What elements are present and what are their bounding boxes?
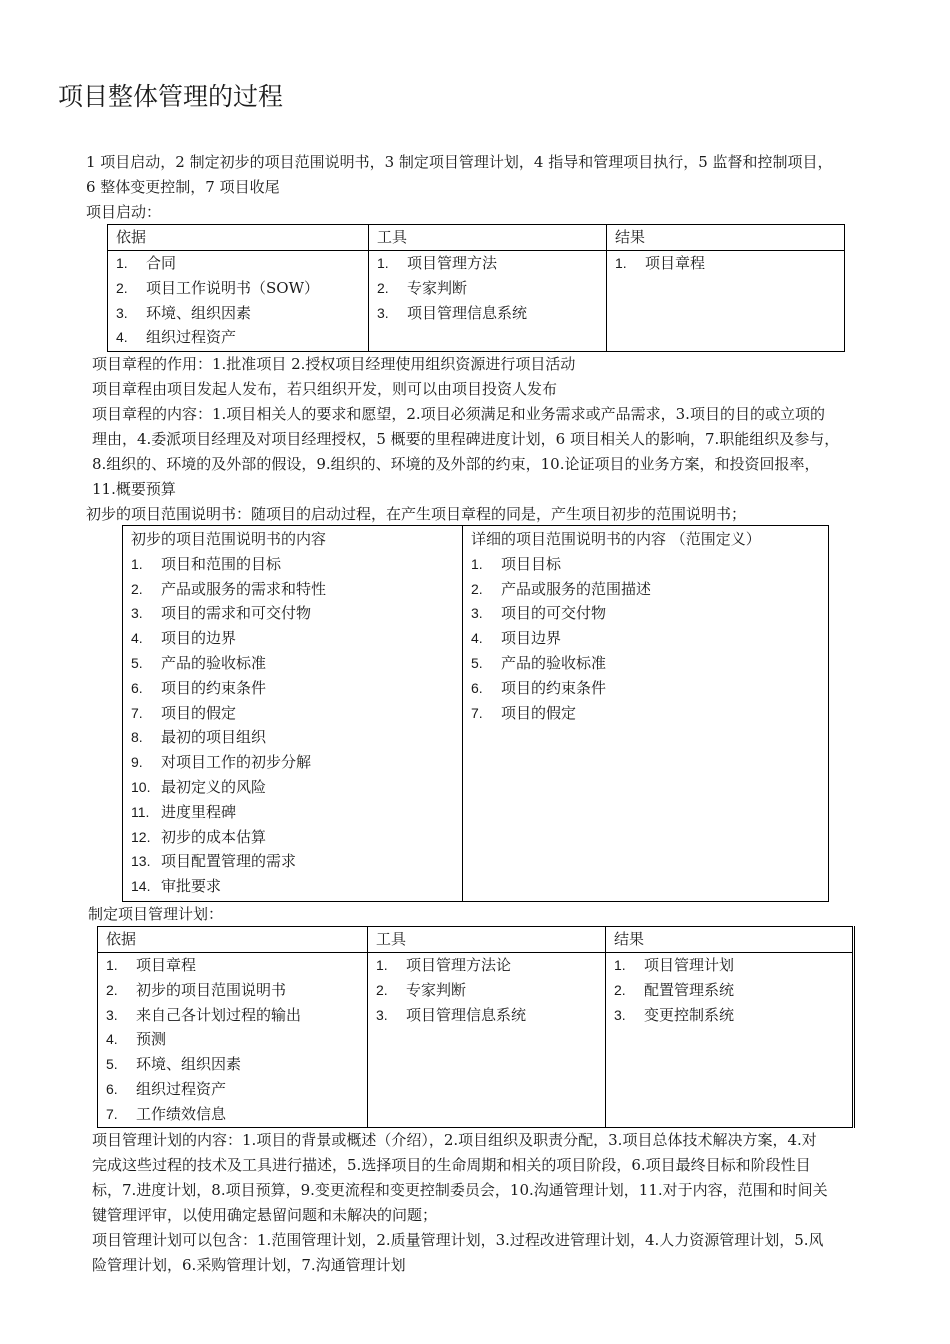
page-title: 项目整体管理的过程 <box>58 82 284 111</box>
plan-outputs-cell <box>606 953 854 1128</box>
list-item: 1. 项目章程 <box>106 956 197 974</box>
initiation-heading: 项目启动： <box>86 203 162 221</box>
plan-header-tools: 工具 <box>368 927 606 953</box>
list-item: 9. 对项目工作的初步分解 <box>131 753 312 772</box>
list-item: 1. 项目和范围的目标 <box>131 554 282 573</box>
charter-content-line-2: 理由，4.委派项目经理及对项目经理授权，5 概要的里程碑进度计划，6 项目相关人的影响，7.职能组织及参与， <box>92 430 840 448</box>
list-item: 2. 专家判断 <box>376 980 467 999</box>
list-item: 5. 产品的验收标准 <box>131 653 267 672</box>
plan-content-line-3: 标，7.进度计划，8.项目预算，9.变更流程和变更控制委员会，10.沟通管理计划，11.对于内容，范围和时间关 <box>92 1181 828 1199</box>
initiation-header-inputs: 依据 <box>108 225 369 251</box>
list-item: 2. 专家判断 <box>377 278 468 297</box>
plan-header-outputs: 结果 <box>606 927 854 953</box>
list-item: 2. 配置管理系统 <box>614 980 735 999</box>
list-item: 10. 最初定义的风险 <box>131 777 267 796</box>
charter-content-line-3: 8.组织的、环境的及外部的假设，9.组织的、环境的及外部的约束，10.论证项目的业务方案，和投资回报率， <box>92 455 820 473</box>
plan-includes-line-2: 险管理计划，6.采购管理计划，7.沟通管理计划 <box>92 1256 406 1274</box>
list-item: 4. 项目边界 <box>471 629 562 648</box>
initiation-header-outputs: 结果 <box>607 225 845 251</box>
initiation-outputs-cell <box>607 251 845 352</box>
list-item: 11. 进度里程碑 <box>131 802 237 821</box>
scope-preliminary-header: 初步的项目范围说明书的内容 <box>131 530 327 548</box>
charter-content-line-4: 11.概要预算 <box>92 480 176 498</box>
initiation-table <box>107 224 845 352</box>
list-item: 12. 初步的成本估算 <box>131 827 267 846</box>
scope-detailed-header: 详细的项目范围说明书的内容 （范围定义） <box>471 530 761 548</box>
overview-line-1: 1 项目启动，2 制定初步的项目范围说明书，3 制定项目管理计划，4 指导和管理项目执行，5 监督和控制项目， <box>86 153 833 171</box>
list-item: 3. 环境、组织因素 <box>116 303 252 322</box>
list-item: 2. 产品或服务的范围描述 <box>471 579 652 598</box>
plan-header-inputs: 依据 <box>98 927 368 953</box>
list-item: 6. 组织过程资产 <box>106 1079 227 1098</box>
list-item: 4. 组织过程资产 <box>116 328 237 347</box>
list-item: 2. 项目工作说明书（SOW） <box>116 278 319 297</box>
list-item: 1. 项目管理计划 <box>614 956 735 974</box>
scope-table <box>122 525 829 902</box>
list-item: 7. 工作绩效信息 <box>106 1104 227 1123</box>
initiation-inputs-cell <box>108 251 369 352</box>
list-item: 1. 项目管理方法 <box>377 254 498 272</box>
initiation-tools-cell <box>369 251 607 352</box>
scope-heading: 初步的项目范围说明书：随项目的启动过程，在产生项目章程的同是，产生项目初步的范围说明书； <box>86 505 747 523</box>
list-item: 7. 项目的假定 <box>131 703 237 722</box>
list-item: 3. 变更控制系统 <box>614 1005 735 1024</box>
list-item: 3. 来自己各计划过程的输出 <box>106 1005 302 1024</box>
list-item: 1. 项目章程 <box>615 254 706 272</box>
list-item: 8. 最初的项目组织 <box>131 728 267 747</box>
plan-inputs-cell <box>98 953 368 1128</box>
plan-heading: 制定项目管理计划： <box>88 905 224 923</box>
list-item: 1. 项目目标 <box>471 554 562 573</box>
list-item: 6. 项目的约束条件 <box>131 678 267 697</box>
plan-includes-line-1: 项目管理计划可以包含：1.范围管理计划，2.质量管理计划，3.过程改进管理计划，4.人力资源管理计划，5.风 <box>92 1231 824 1249</box>
list-item: 2. 产品或服务的需求和特性 <box>131 579 327 598</box>
initiation-header-tools: 工具 <box>369 225 607 251</box>
plan-content-line-2: 完成这些过程的技术及工具进行描述，5.选择项目的生命周期和相关的项目阶段，6.项目最终目标和阶段性目 <box>92 1156 811 1174</box>
list-item: 1. 项目管理方法论 <box>376 956 512 974</box>
list-item: 5. 环境、组织因素 <box>106 1055 242 1074</box>
list-item: 3. 项目管理信息系统 <box>377 303 528 322</box>
list-item: 3. 项目的需求和可交付物 <box>131 604 312 623</box>
list-item: 4. 预测 <box>106 1030 167 1049</box>
charter-content-line-1: 项目章程的内容：1.项目相关人的要求和愿望，2.项目必须满足和业务需求或产品需求，3.项目的目的或立项的 <box>92 405 825 423</box>
list-item: 14. 审批要求 <box>131 877 222 896</box>
plan-content-line-1: 项目管理计划的内容：1.项目的背景或概述（介绍），2.项目组织及职责分配，3.项目总体技术解决方案，4.对 <box>92 1131 817 1149</box>
charter-note-2: 项目章程由项目发起人发布，若只组织开发，则可以由项目投资人发布 <box>92 380 558 398</box>
list-item: 1. 合同 <box>116 254 177 272</box>
list-item: 7. 项目的假定 <box>471 703 577 722</box>
plan-tools-cell <box>368 953 606 1128</box>
scope-preliminary-cell <box>123 526 463 902</box>
overview-line-2: 6 整体变更控制，7 项目收尾 <box>86 178 280 196</box>
list-item: 5. 产品的验收标准 <box>471 653 607 672</box>
list-item: 6. 项目的约束条件 <box>471 678 607 697</box>
list-item: 13. 项目配置管理的需求 <box>131 852 297 871</box>
list-item: 3. 项目管理信息系统 <box>376 1005 527 1024</box>
list-item: 2. 初步的项目范围说明书 <box>106 980 287 999</box>
charter-note-1: 项目章程的作用：1.批准项目 2.授权项目经理使用组织资源进行项目活动 <box>92 355 576 373</box>
plan-table <box>97 926 855 1128</box>
list-item: 4. 项目的边界 <box>131 629 237 648</box>
scope-detailed-cell <box>463 526 829 902</box>
plan-content-line-4: 键管理评审，以使用确定悬留问题和未解决的问题； <box>92 1206 438 1224</box>
list-item: 3. 项目的可交付物 <box>471 604 607 623</box>
